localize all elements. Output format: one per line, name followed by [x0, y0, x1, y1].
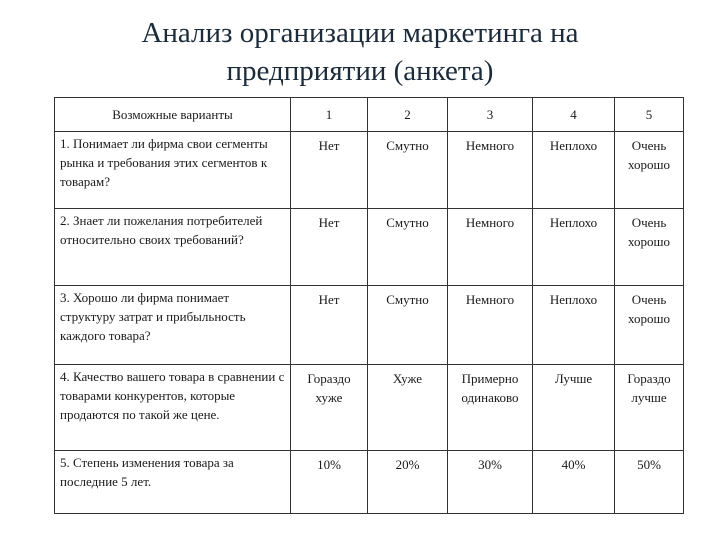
slide-title [0, 14, 720, 90]
table-row [55, 132, 684, 209]
option-cell: Неплохо [533, 132, 615, 209]
question-cell: 1. Понимает ли фирма свои сегменты рынка и требования этих сегментов к товарам? [55, 132, 291, 209]
question-cell: 4. Качество вашего товара в сравнении с товарами конкурентов, которые продаются по такой же цене. [55, 365, 291, 451]
table-row [55, 286, 684, 365]
question-cell: 2. Знает ли пожелания потребителей относительно своих требований? [55, 209, 291, 286]
header-col-2: 2 [368, 98, 448, 132]
option-cell: Гораздо лучше [615, 365, 684, 451]
option-cell: Немного [448, 286, 533, 365]
header-col-3: 3 [448, 98, 533, 132]
option-cell: Смутно [368, 209, 448, 286]
table-row [55, 451, 684, 514]
option-cell: Лучше [533, 365, 615, 451]
header-col-4: 4 [533, 98, 615, 132]
option-cell: Нет [291, 209, 368, 286]
option-cell: Очень хорошо [615, 286, 684, 365]
option-cell: Немного [448, 132, 533, 209]
option-cell: Смутно [368, 132, 448, 209]
table-row [55, 209, 684, 286]
option-cell: Нет [291, 286, 368, 365]
option-cell: 30% [448, 451, 533, 514]
question-cell: 5. Степень изменения товара за последние 5 лет. [55, 451, 291, 514]
option-cell: 10% [291, 451, 368, 514]
title-line-2: предприятии (анкета) [226, 55, 494, 87]
option-cell: Неплохо [533, 209, 615, 286]
survey-table [54, 97, 684, 514]
option-cell: Немного [448, 209, 533, 286]
question-cell: 3. Хорошо ли фирма понимает структуру затрат и прибыльность каждого товара? [55, 286, 291, 365]
option-cell: Гораздо хуже [291, 365, 368, 451]
header-col-5: 5 [615, 98, 684, 132]
header-row [55, 98, 684, 132]
option-cell: Нет [291, 132, 368, 209]
table-row [55, 365, 684, 451]
option-cell: Неплохо [533, 286, 615, 365]
option-cell: Очень хорошо [615, 209, 684, 286]
title-line-1: Анализ организации маркетинга на [141, 17, 579, 49]
option-cell: 20% [368, 451, 448, 514]
header-col-1: 1 [291, 98, 368, 132]
option-cell: Примерно одинаково [448, 365, 533, 451]
option-cell: Смутно [368, 286, 448, 365]
option-cell: Очень хорошо [615, 132, 684, 209]
header-label: Возможные варианты [55, 98, 291, 132]
option-cell: Хуже [368, 365, 448, 451]
option-cell: 50% [615, 451, 684, 514]
option-cell: 40% [533, 451, 615, 514]
